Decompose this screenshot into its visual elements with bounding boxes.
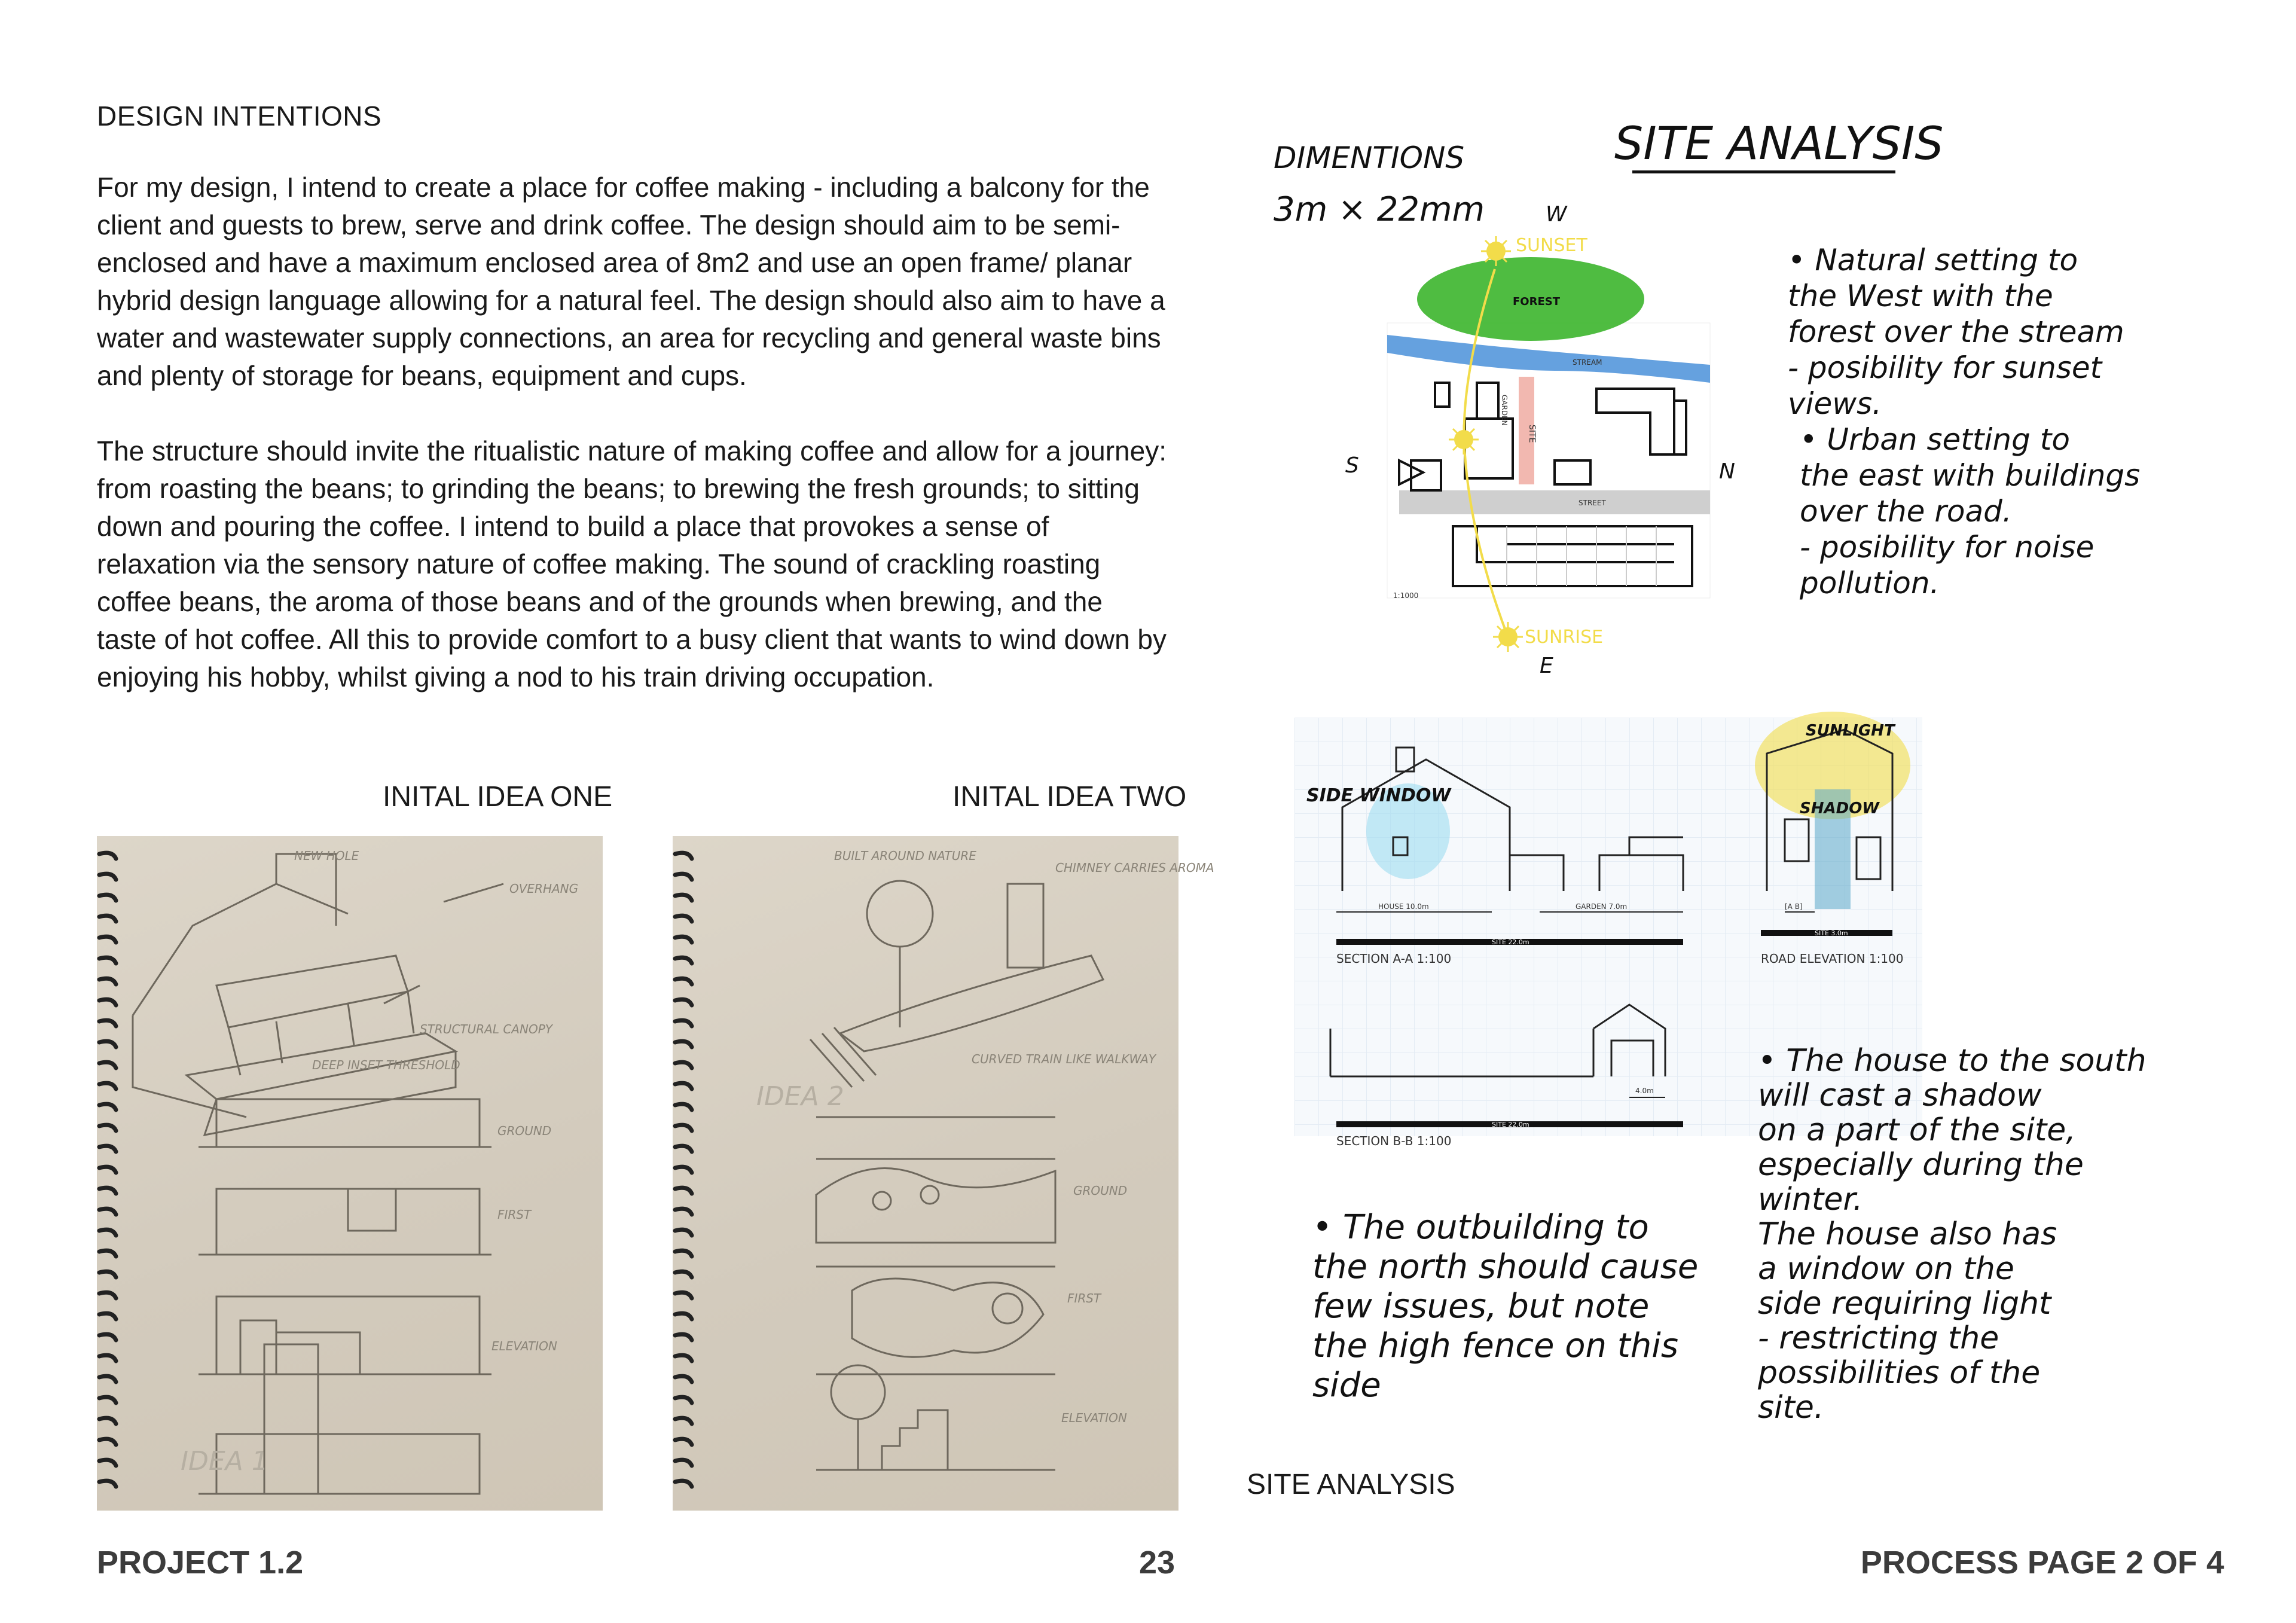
note-elevation: ELEVATION: [1061, 1411, 1127, 1425]
site-analysis-title: SITE ANALYSIS: [1614, 117, 1944, 170]
shadow-label: SHADOW: [1800, 800, 1879, 817]
garden-label: GARDEN: [1500, 395, 1509, 426]
note-ground: GROUND: [497, 1124, 552, 1138]
street-band: [1399, 490, 1710, 514]
street-label: STREET: [1578, 499, 1606, 507]
idea-two-drawing: [673, 836, 1214, 1511]
side-window-label: SIDE WINDOW: [1306, 785, 1451, 806]
dimentions-value: 3m × 22mm: [1274, 190, 1485, 229]
forest-label: FOREST: [1513, 295, 1560, 308]
footer-page-number: 23: [1139, 1545, 1176, 1581]
note-first: FIRST: [497, 1207, 532, 1222]
idea-one-sketch: [97, 836, 603, 1511]
design-intentions-text: [97, 169, 1167, 696]
footer-project: PROJECT 1.2: [97, 1545, 304, 1581]
intentions-paragraph-2: The structure should invite the ritualistic nature of making coffee and allow for a journey: from roasting the beans; to grinding the beans; to brewing the fresh grounds; to sitting down and pouring the coffee. I intend to build a place that provokes a sense of relaxation via the sensory nature of coffee making. The sound of crackling roasting coffee beans, the aroma of those beans and of the grounds when brewing, and the taste of hot coffee. All this to provide comfort to a busy client that wants to wind down by enjoying his hobby, whilst giving a nod to his train driving occupation.: [97, 435, 1167, 692]
idea-two-caption: INITAL IDEA TWO: [952, 781, 1187, 813]
site-label: SITE: [1527, 425, 1537, 443]
note-west-natural: • Natural setting to the West with the forest over the stream - posibility for sunset views.: [1788, 243, 2124, 421]
dim-house: HOUSE 10.0m: [1378, 902, 1429, 911]
site-map: [1315, 203, 1782, 682]
footer-process: PROCESS PAGE 2 OF 4: [1860, 1545, 2224, 1581]
note-first: FIRST: [1067, 1291, 1101, 1305]
dim-site-bb: SITE 22.0m: [1492, 1121, 1529, 1128]
scale-label: 1:1000: [1393, 591, 1419, 600]
dim-garden: GARDEN 7.0m: [1576, 902, 1628, 911]
dim-4m: 4.0m: [1635, 1087, 1654, 1095]
stream-label: STREAM: [1573, 358, 1602, 367]
note-structural-canopy: STRUCTURAL CANOPY: [420, 1022, 552, 1036]
dim-site-aa: SITE 22.0m: [1492, 938, 1529, 946]
title-underline: [1632, 170, 1895, 173]
compass-n: N: [1719, 459, 1735, 484]
compass-s: S: [1345, 453, 1359, 478]
compass-e: E: [1540, 654, 1553, 678]
note-deep-inset: DEEP INSET THRESHOLD: [312, 1058, 460, 1072]
idea-one-drawing: [97, 836, 603, 1511]
road-elevation-label: ROAD ELEVATION 1:100: [1761, 951, 1904, 966]
site-analysis-caption: SITE ANALYSIS: [1247, 1469, 1455, 1500]
compass-w: W: [1546, 202, 1567, 227]
sunrise-label: SUNRISE: [1525, 627, 1604, 648]
note-ground: GROUND: [1073, 1183, 1128, 1198]
idea-one-caption: INITAL IDEA ONE: [383, 781, 613, 813]
note-overhang: OVERHANG: [509, 881, 579, 896]
intentions-paragraph-1: For my design, I intend to create a place for coffee making - including a balcony for the client and guests to brew, serve and drink coffee. The design should aim to be semi-enclosed and have a maximum enclosed area of 8m2 and use an open frame/ planar hybrid design language allowing for a natural feel. The design should also aim to have a water and wastewater supply connections, an area for recycling and general waste bins and plenty of storage for beans, equipment and cups.: [97, 172, 1165, 391]
note-new-hole: NEW HOLE: [294, 849, 359, 863]
note-idea-1: IDEA 1: [181, 1446, 268, 1476]
section-aa-label: SECTION A-A 1:100: [1336, 951, 1452, 966]
idea-two-sketch: [673, 836, 1214, 1511]
dim-site-road: SITE 3.0m: [1815, 929, 1848, 937]
sunset-label: SUNSET: [1516, 235, 1587, 256]
section-bb-label: SECTION B-B 1:100: [1336, 1134, 1452, 1148]
note-built-around-nature: BUILT AROUND NATURE: [834, 849, 976, 863]
dim-ab: [A B]: [1785, 902, 1803, 911]
design-intentions-heading: DESIGN INTENTIONS: [97, 100, 382, 132]
dimentions-label: DIMENTIONS: [1274, 141, 1465, 175]
note-east-urban: • Urban setting to the east with buildings over the road. - posibility for noise pollution.: [1800, 422, 2141, 600]
note-curved-walkway: CURVED TRAIN LIKE WALKWAY: [972, 1052, 1156, 1066]
note-south-house: • The house to the south will cast a shadow on a part of the site, especially during the winter. The house also has a window on the side requiring light - restricting the possibilities of the site.: [1758, 1043, 2147, 1426]
note-north-outbuilding: • The outbuilding to the north should cause few issues, but note the high fence on this side: [1312, 1208, 1699, 1405]
note-elevation: ELEVATION: [491, 1339, 557, 1353]
note-idea-2: IDEA 2: [756, 1081, 844, 1112]
note-chimney-aroma: CHIMNEY CARRIES AROMA: [1055, 861, 1214, 875]
sunlight-label: SUNLIGHT: [1806, 722, 1895, 740]
